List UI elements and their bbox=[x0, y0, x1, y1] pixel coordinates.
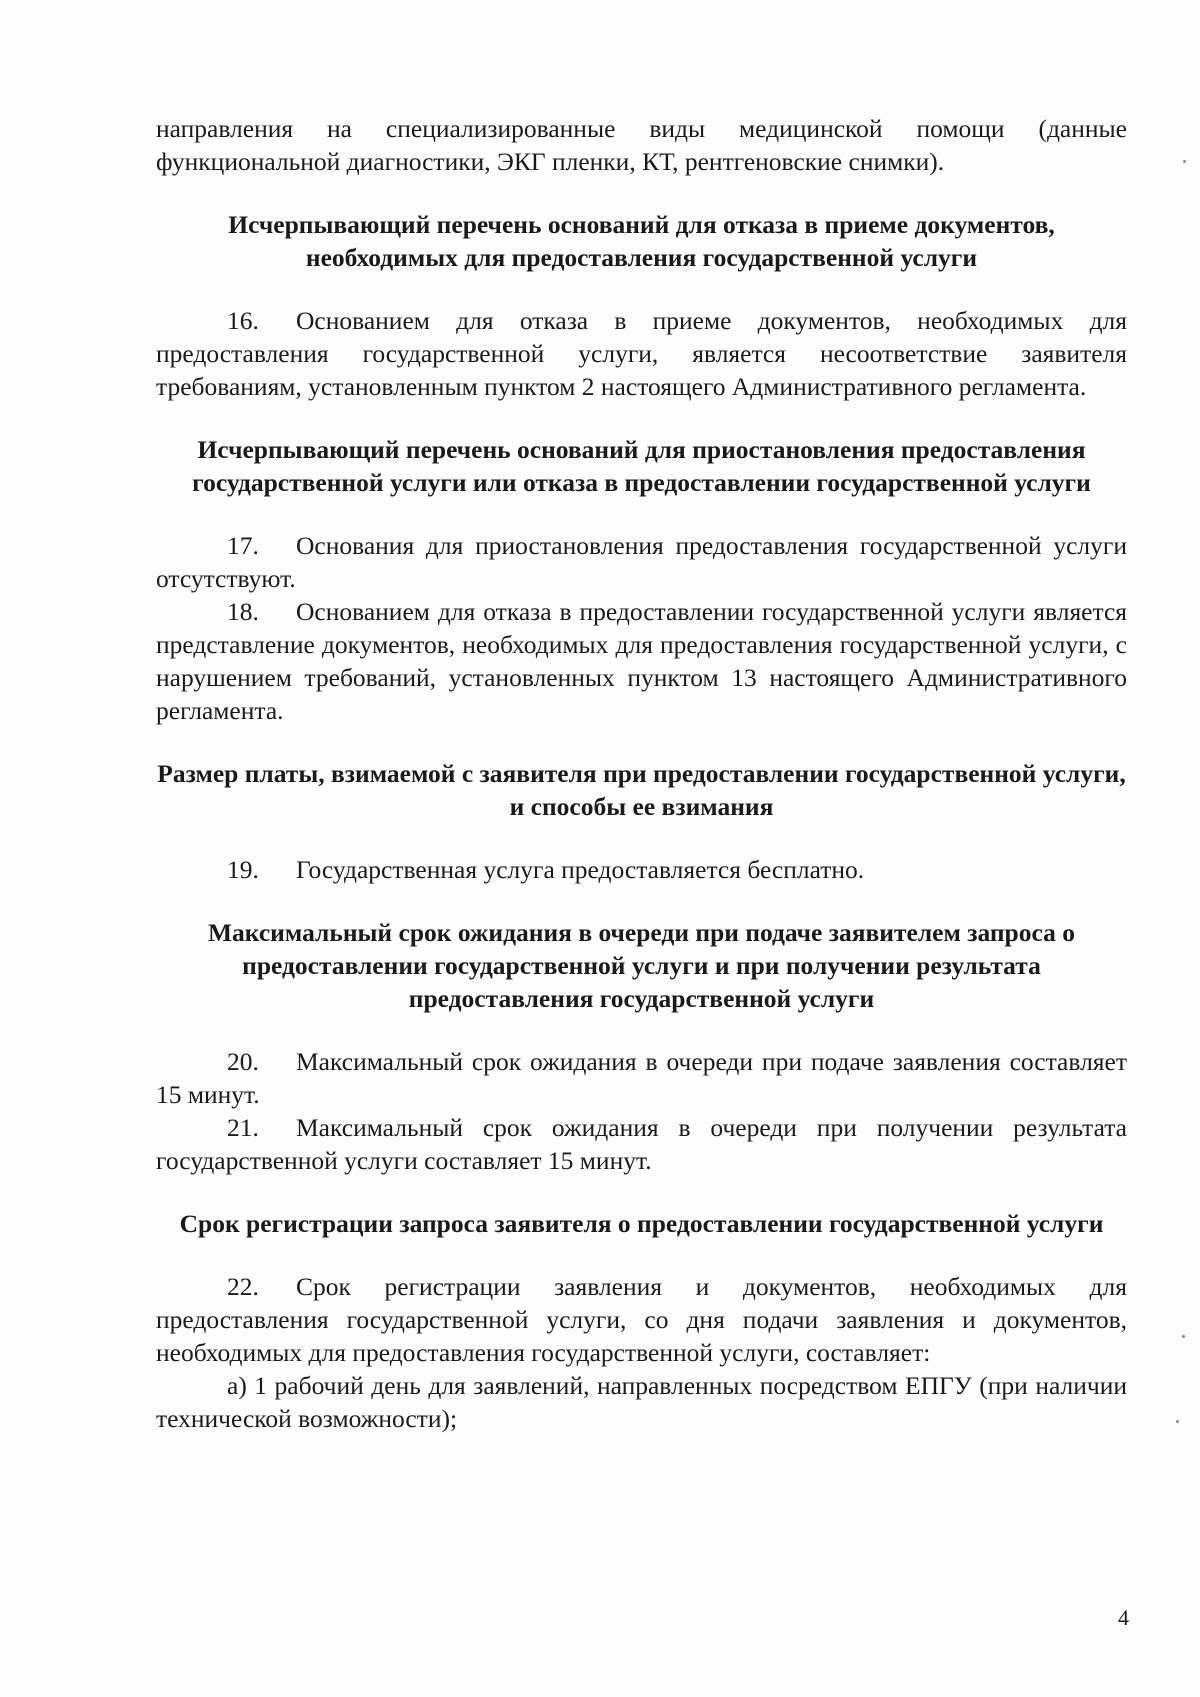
section-heading-suspension-refusal: Исчерпывающий перечень оснований для приостановления предоставления государственной услуги или отказа в предоставлении государственной услуги bbox=[192, 435, 1091, 497]
page-number: 4 bbox=[1118, 1605, 1129, 1630]
clause-20 bbox=[156, 1045, 1127, 1111]
clause-number: 16. bbox=[227, 306, 259, 335]
clause-text: Основания для приостановления предоставления государственной услуги отсутствуют. bbox=[156, 531, 1127, 593]
clause-number: 18. bbox=[227, 597, 259, 626]
scan-speck bbox=[1176, 1420, 1179, 1423]
clause-18 bbox=[156, 595, 1127, 727]
clause-16 bbox=[156, 304, 1127, 403]
clause-text: Максимальный срок ожидания в очереди при получении результата государственной услуги составляет 15 минут. bbox=[156, 1113, 1127, 1175]
clause-17 bbox=[156, 529, 1127, 595]
clause-number: 22. bbox=[227, 1272, 259, 1301]
intro-paragraph: направления на специализированные виды медицинской помощи (данные функциональной диагностики, ЭКГ пленки, КТ, рентгеновские снимки). bbox=[156, 114, 1127, 176]
clause-number: 20. bbox=[227, 1047, 259, 1076]
clause-number: 21. bbox=[227, 1113, 259, 1142]
clause-text: Государственная услуга предоставляется бесплатно. bbox=[296, 855, 865, 884]
clause-number: 19. bbox=[227, 855, 259, 884]
scan-speck bbox=[1182, 1335, 1185, 1338]
section-heading-fee: Размер платы, взимаемой с заявителя при предоставлении государственной услуги, и способы ее взимания bbox=[157, 759, 1126, 821]
section-heading-registration-time: Срок регистрации запроса заявителя о предоставлении государственной услуги bbox=[179, 1209, 1104, 1238]
clause-text: Срок регистрации заявления и документов, необходимых для предоставления государственной услуги, со дня подачи заявления и документов, необходимых для предоставления государственной услуги, составляет: bbox=[156, 1272, 1127, 1367]
clause-text: Основанием для отказа в предоставлении государственной услуги является представление документов, необходимых для предоставления государственной услуги, с нарушением требований, установленных пунктом 13 настоящего Административного регламента. bbox=[156, 597, 1127, 725]
clause-22 bbox=[156, 1270, 1127, 1369]
section-heading-refusal-acceptance: Исчерпывающий перечень оснований для отказа в приеме документов, необходимых для предоставления государственной услуги bbox=[228, 210, 1055, 272]
clause-text: Максимальный срок ожидания в очереди при подаче заявления составляет 15 минут. bbox=[156, 1047, 1127, 1109]
section-heading-waiting-time: Максимальный срок ожидания в очереди при подаче заявителем запроса о предоставлении государственной услуги и при получении результата предоставления государственной услуги bbox=[207, 918, 1075, 1013]
clause-text: Основанием для отказа в приеме документов, необходимых для предоставления государственной услуги, является несоответствие заявителя требованиям, установленным пунктом 2 настоящего Административного регламента. bbox=[156, 306, 1127, 401]
clause-number: 17. bbox=[227, 531, 259, 560]
page-content bbox=[156, 112, 1127, 1435]
scan-speck bbox=[1183, 160, 1186, 163]
clause-22-a: а) 1 рабочий день для заявлений, направленных посредством ЕПГУ (при наличии технической возможности); bbox=[156, 1371, 1127, 1433]
clause-21 bbox=[156, 1111, 1127, 1177]
clause-19 bbox=[156, 853, 1127, 886]
